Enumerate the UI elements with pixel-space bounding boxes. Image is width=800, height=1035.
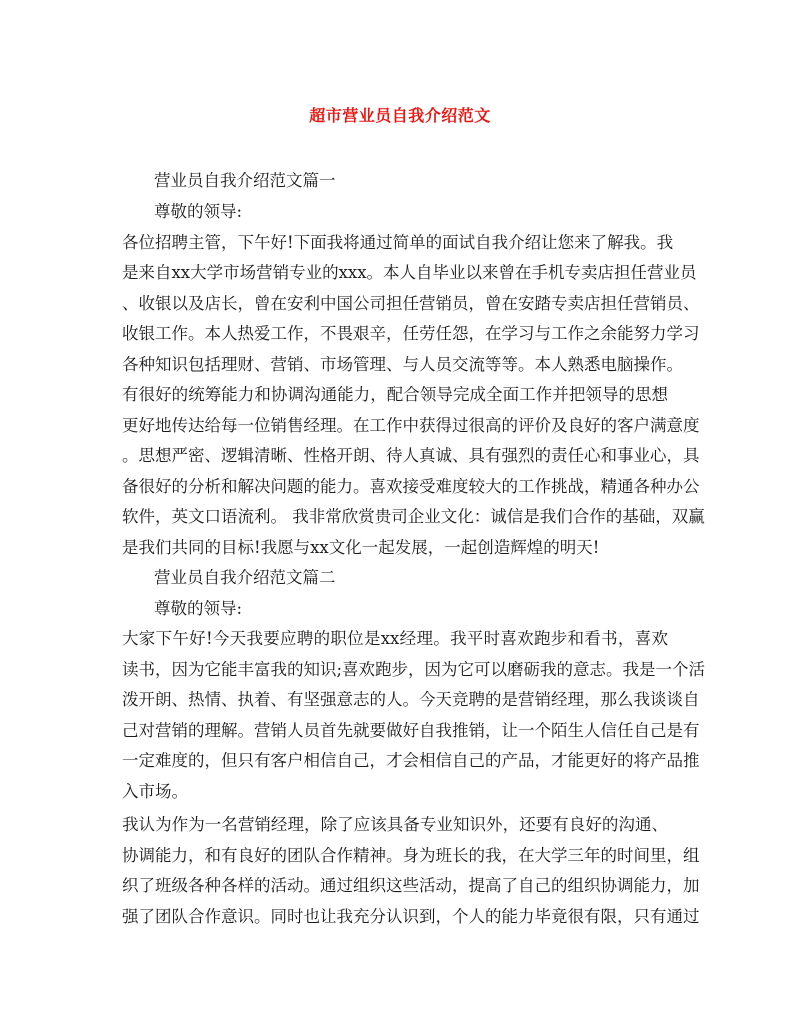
text-line: 更好地传达给每一位销售经理。在工作中获得过很高的评价及良好的客户满意度	[122, 416, 700, 435]
text-line: 我认为作为一名营销经理，除了应该具备专业知识外，还要有良好的沟通、	[122, 815, 668, 834]
text-line: 收银工作。本人热爱工作，不畏艰辛，任劳任怨，在学习与工作之余能努力学习	[122, 324, 700, 343]
text-line: 各种知识包括理财、营销、市场管理、与人员交流等等。本人熟悉电脑操作。	[122, 355, 683, 374]
text-line: 入市场。	[122, 782, 188, 801]
salutation-2: 尊敬的领导:	[154, 599, 243, 618]
text-line: 协调能力，和有良好的团队合作精神。身为班长的我，在大学三年的时间里，组	[122, 846, 700, 865]
text-line: 是来自xx大学市场营销专业的xxx。本人自毕业以来曾在手机专卖店担任营业员	[122, 263, 697, 282]
text-line: 、收银以及店长，曾在安利中国公司担任营销员，曾在安踏专卖店担任营销员、	[122, 294, 700, 313]
section-heading-1: 营业员自我介绍范文篇一	[154, 171, 336, 190]
text-line: 一定难度的，但只有客户相信自己，才会相信自己的产品，才能更好的将产品推	[122, 751, 700, 770]
text-line: 泼开朗、热情、执着、有坚强意志的人。今天竞聘的是营销经理，那么我谈谈自	[122, 690, 700, 709]
text-line: 大家下午好!今天我要应聘的职位是xx经理。我平时喜欢跑步和看书，喜欢	[122, 629, 668, 648]
text-line: 强了团队合作意识。同时也让我充分认识到，个人的能力毕竟很有限，只有通过	[122, 907, 700, 926]
text-line: 。思想严密、逻辑清晰、性格开朗、待人真诚、具有强烈的责任心和事业心，具	[122, 446, 700, 465]
text-line: 是我们共同的目标!我愿与xx文化一起发展，一起创造辉煌的明天!	[122, 538, 600, 557]
text-line: 备很好的分析和解决问题的能力。喜欢接受难度较大的工作挑战，精通各种办公	[122, 477, 700, 496]
salutation-1: 尊敬的领导:	[154, 202, 243, 221]
section-heading-2: 营业员自我介绍范文篇二	[154, 568, 336, 587]
text-line: 各位招聘主管，下午好!下面我将通过简单的面试自我介绍让您来了解我。我	[122, 233, 674, 252]
text-line: 己对营销的理解。营销人员首先就要做好自我推销，让一个陌生人信任自己是有	[122, 721, 700, 740]
text-line: 软件，英文口语流利。 我非常欣赏贵司企业文化：诚信是我们合作的基础，双赢	[122, 507, 705, 526]
text-line: 织了班级各种各样的活动。通过组织这些活动，提高了自己的组织协调能力，加	[122, 876, 700, 895]
text-line: 有很好的统筹能力和协调沟通能力，配合领导完成全面工作并把领导的思想	[122, 385, 668, 404]
text-line: 读书，因为它能丰富我的知识;喜欢跑步，因为它可以磨砺我的意志。我是一个活	[122, 660, 706, 679]
document-title: 超市营业员自我介绍范文	[309, 106, 491, 125]
